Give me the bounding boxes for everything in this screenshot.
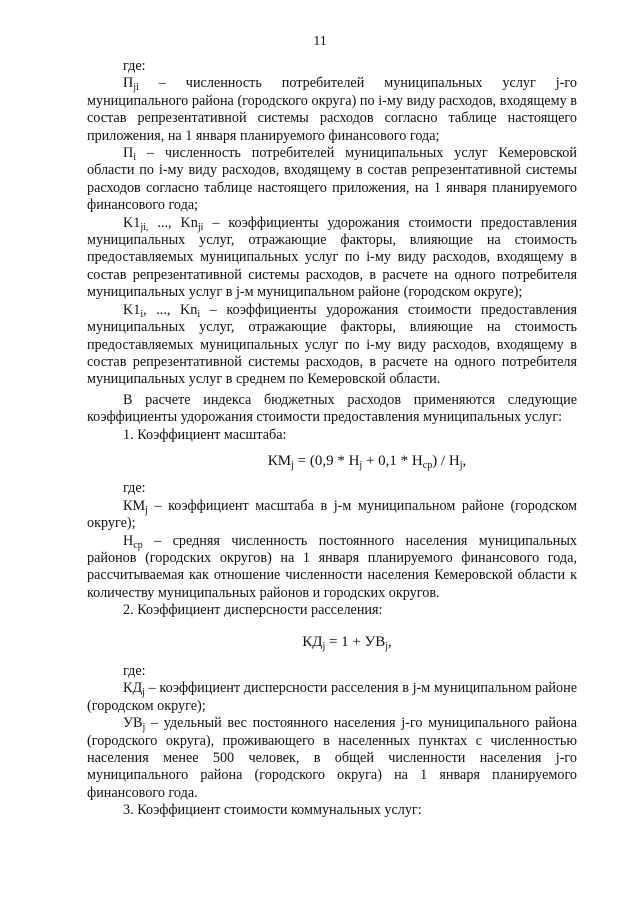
formula-scale-coefficient: $КМ_j = (0,9 * Н_j + 0,1 * Н_{ср}) / Н_j$, xyxy=(267,452,467,471)
definition-p-i: $П_i$ – численность потребителей муниципальных услуг Кемеровской области по i-му виду расходов, входящему в состав репрезентативной системы расходов согласно таблице настоящего приложения, на 1 января планируемого финансового года; xyxy=(87,145,577,214)
definition-uv-j: $УВ_j$ – удельный вес постоянного населения j-го муниципального района (городского округа), проживающего в населенных пунктах с численностью населения менее 500 человек, в общей численности населения j-го муниципального района (городского округа) на 1 января планируемого финансового года. xyxy=(87,715,577,801)
formula-dispersion-coefficient: $КД_j = 1 + УВ_j$, xyxy=(302,633,392,652)
where-label: где: xyxy=(123,480,146,497)
where-label: где: xyxy=(123,58,146,74)
coefficients-intro: В расчете индекса бюджетных расходов применяются следующие коэффициенты удорожания стоимости предоставления муниципальных услуг: xyxy=(87,391,577,426)
where-label: где: xyxy=(123,663,146,679)
document-body xyxy=(87,58,577,820)
definition-km-j: $КМ_j$ – коэффициент масштаба в j-м муниципальном районе (городском округе); xyxy=(87,497,577,532)
definition-kd-j: $КД_j$ – коэффициент дисперсности расселения в j-м муниципальном районе (городском округе); xyxy=(87,680,577,714)
page-number: 11 xyxy=(313,34,327,49)
definition-n-avg: $Н_{ср}$ – средняя численность постоянного населения муниципальных районов (городских округов) на 1 января планируемого финансового года, рассчитываемая как отношение численности населения Кемеровской области к количеству муниципальных районов и городских округов. xyxy=(87,532,577,601)
heading-utilities-coefficient: 3. Коэффициент стоимости коммунальных услуг: xyxy=(123,802,422,819)
heading-scale-coefficient: 1. Коэффициент масштаба: xyxy=(123,426,287,443)
definition-k-ji: $K1_{ji,}$ ..., $Kn_{ji}$ – коэффициенты удорожания стоимости предоставления муниципальных услуг, отражающие факторы, влияющие на стоимость предоставляемых муниципальных услуг по i-му виду расходов, входящему в состав репрезентативной системы расходов, в расчете на одного потребителя муниципальных услуг в j-м муниципальном районе (городском округе); xyxy=(87,214,577,301)
definition-p-ji: $П_{ji}$ – численность потребителей муниципальных услуг j-го муниципального района (городского округа) по i-му виду расходов, входящему в состав репрезентативной системы расходов согласно таблице настоящего приложения, на 1 января планируемого финансового года; xyxy=(87,75,577,144)
definition-k-i: $K1_i$, ..., $Kn_i$ – коэффициенты удорожания стоимости предоставления муниципальных услуг, отражающие факторы, влияющие на стоимость предоставляемых муниципальных услуг по i-му виду расходов, входящему в состав репрезентативной системы расходов, в расчете на одного потребителя муниципальных услуг в среднем по Кемеровской области. xyxy=(87,301,578,388)
heading-dispersion-coefficient: 2. Коэффициент дисперсности расселения: xyxy=(123,602,383,619)
